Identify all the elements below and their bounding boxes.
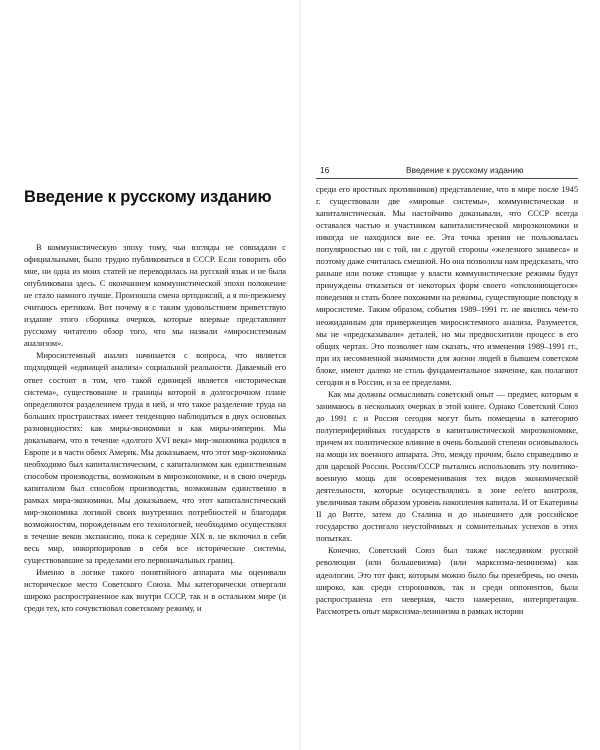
left-page-body	[24, 241, 286, 614]
page-number: 16	[320, 165, 330, 175]
book-gutter	[299, 0, 301, 750]
running-head	[316, 165, 578, 179]
paragraph: Конечно, Советский Союз был также наследником русской революции (или большевизма) (или марксизма-ленинизма) как идеологии. Это тот факт, которым можно было бы пренебречь, но очень широко, как среди сторонников, так и среди оппонентов, была распространена его неверная, часто намеренно, интерпретация. Рассмотреть опыт марксизма-ленинизма в рамках истории	[316, 545, 578, 616]
paragraph: В коммунистическую эпоху тому, чьи взгляды не совпадали с официальными, было трудно публиковаться в СССР. Если говорить обо мне, ни одна из моих статей не переводилась на русский язык и не была опубликована здесь. С окончанием коммунистической эпохи положение не стало намного лучше. Произошла смена ортодоксий, а я по-прежнему считаюсь еретиком. Вот почему я с таким удовольствием приветствую издание этого сборника очерков, которые впервые представляют русскому читателю обзор того, что мы назвали «миросистемным анализом».	[24, 242, 286, 349]
paragraph: Миросистемный анализ начинается с вопроса, что является подходящей «единицей анализа» социальной реальности. Даваемый его ответ состоит в том, что такой единицей является «историческая система», существование и границы которой в долгосрочном плане определяются разделением труда в ней, и что такое разделение труда на больших пространствах имеет тенденцию наблюдаться в двух основных разновидностях: как миры-экономики и как миры-империи. Мы доказываем, что в течение «долгого XVI века» мир-экономика родился в Европе и в части обеих Америк. Мы доказываем, что этот мир-экономика необходимо был капиталистическим, с капитализмом как единственным способом производства, возможным в мироэкономике, и в свою очередь капитализм был способом производства, возможным единственно в рамках мира-экономики. Мы доказываем, что этот капиталистический мир-экономика логикой своих внутренних потребностей и благодаря возможностям, порожденным его технологией, необходимо осуществлял в течение веков экспансию, пока к середине XIX в. не включил в себя весь мир, инкорпорировав в себя все исторические системы, существовавшие за пределами его первоначальных границ.	[24, 350, 286, 566]
running-head-title: Введение к русскому изданию	[406, 165, 524, 175]
paragraph: Именно в логике такого понятийного аппарата мы оценивали историческое место Советского Союза. Мы категорически отвергали широко распространенное как внутри СССР, так и в остальном мире (и среди тех, кто сочувствовал советскому режиму, и	[24, 567, 286, 614]
chapter-title: Введение к русскому изданию	[24, 188, 272, 206]
paragraph: Как мы должны осмысливать советский опыт — предмет, которым я занимаюсь в нескольких очерках в этой книге. Однако Советский Союз до 1991 г. и Россия сегодня могут быть помещены в категорию полупериферийных государств в капиталистической мироэкономике, причем их политическое влияние в очень большой степени основывалось на мощи их военного аппарата. Это, между прочим, было справедливо и для царской России. Россия/СССР пытались использовать эту политико-военную мощь для осовременивания тех видов экономической деятельности, которые осуществлялись в зоне ее/его контроля, увеличивая таким образом уровень накопления капитала. И от Екатерины II до Витте, затем до Сталина и до нынешнего для российское государство достигало неустойчивых и сомнительных успехов в этих попытках.	[316, 388, 578, 544]
right-page-body	[316, 183, 578, 617]
paragraph: среди его яростных противников) представление, что в мире после 1945 г. существовали две «мировые системы», коммунистическая и капиталистическая. Мы настойчиво доказывали, что СССР всегда оставался частью и участником капиталистической мироэкономики и никогда не находился вне ее. Эта точка зрения не пользовалась популярностью ни с той, ни с другой стороны «железного занавеса» и поэтому даже считалась смешной. Но она позволила нам предсказать, что раньше или позже стоящие у власти коммунистические режимы будут принуждены отказаться от некоторых форм своего «отклоняющегося» поведения и стать более похожими на режимы, существующие повсюду в миросистеме. Таким образом, события 1989–1991 гг. не явились чем-то неожиданным для приверженцев миросистемного анализа. Разумеется, мы не «предсказывали» деталей, но мы предвосхитили процесс в его общих чертах. Это позволяет нам сказать, что изменения 1989–1991 гг., при их несомненной значимости для жизни людей в бывшем советском блоке, имеют далеко не столь фундаментальное значение, как полагают сегодня и в России, и за ее пределами.	[316, 184, 579, 387]
